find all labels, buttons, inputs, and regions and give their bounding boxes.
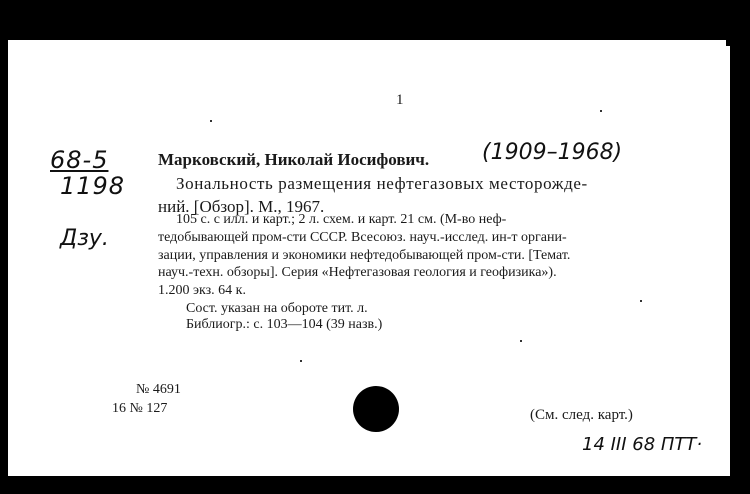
call-number-line2: 1198 [60,172,126,200]
description-line: 105 с. с илл. и карт.; 2 л. схем. и карт. 21 см. (М-во неф- [176,212,507,227]
scan-speck [600,110,602,112]
call-number-line1: 68-5 [50,146,109,174]
description-line: Сост. указан на обороте тит. л. [186,301,368,316]
description-line: Библиогр.: с. 103—104 (39 назв.) [186,317,383,332]
description-line: зации, управления и экономики нефтедобывающей пром-сти. [Темат. [158,248,571,263]
card-corner [726,36,750,46]
handwritten-note: Дзу. [60,226,109,251]
record-number: № 4691 [136,382,181,397]
author-name: Марковский, Николай Иосифович. [158,150,430,169]
life-dates: (1909–1968) [482,140,623,165]
record-number-secondary: 16 № 127 [112,401,168,416]
page-number: 1 [396,92,404,108]
description-line: 1.200 экз. 64 к. [158,283,246,298]
title-line-2: ний. [Обзор]. М., 1967. [158,197,325,216]
scan-speck [640,300,642,302]
description-line: тедобывающей пром-сти СССР. Всесоюз. науч.-исслед. ин-т органи- [158,230,567,245]
description-line: науч.-техн. обзоры]. Серия «Нефтегазовая геология и геофизика»). [158,265,557,280]
see-next-card: (См. след. карт.) [530,407,633,423]
scan-speck [300,360,302,362]
scan-speck [520,340,522,342]
punch-hole [353,386,399,432]
title-line-1: Зональность размещения нефтегазовых месторожде- [176,174,588,193]
bottom-handwritten-note: 14 ІІІ 68 ПТТ· [582,434,703,455]
scan-speck [210,120,212,122]
